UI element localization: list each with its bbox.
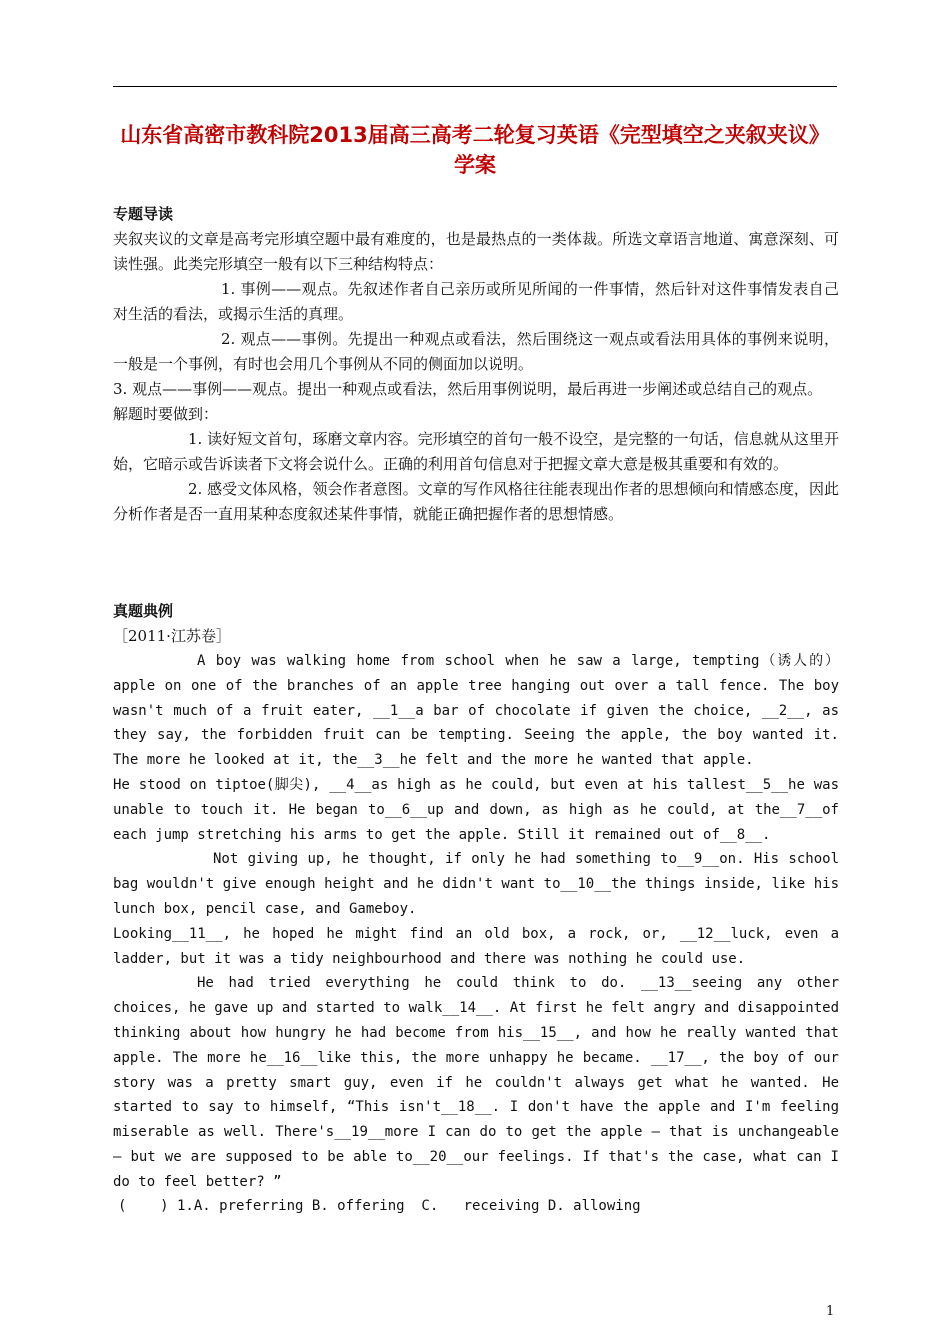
intro-tip-2: 2. 感受文体风格，领会作者意图。文章的写作风格往往能表现出作者的思想倾向和情感态度，因此分析作者是否一直用某种态度叙述某件事情，就能正确把握作者的思想情感。 bbox=[113, 480, 839, 523]
passage-paragraph-1: A boy was walking home from school when he saw a large, tempting（诱人的）apple on one of the branches of an apple tree hanging out over a tall fence. The boy wasn't much of a fruit eater, __1__a bar of chocolate if given the choice, __2__, as they say, the forbidden fruit can be tempting. Seeing the apple, the boy wanted it. The more he looked at it, the__3__he felt and the more he wanted that apple. bbox=[113, 653, 839, 769]
intro-point-1: 1. 事例——观点。先叙述作者自己亲历或所见所闻的一件事情，然后针对这件事情发表自己对生活的看法，或揭示生活的真理。 bbox=[113, 280, 839, 323]
page-number: 1 bbox=[826, 1304, 835, 1319]
cloze-passage bbox=[113, 649, 839, 1195]
intro-paragraph: 夹叙夹议的文章是高考完形填空题中最有难度的，也是最热点的一类体裁。所选文章语言地道、寓意深刻、可读性强。此类完形填空一般有以下三种结构特点： bbox=[113, 230, 839, 273]
section-heading-intro: 专题导读 bbox=[113, 205, 174, 223]
passage-paragraph-3: Not giving up, he thought, if only he had something to__9__on. His school bag wouldn't give enough height and he didn't want to__10__the things inside, like his lunch box, pencil case, and Gameboy. bbox=[113, 851, 839, 917]
intro-point-3: 3. 观点——事例——观点。提出一种观点或看法，然后用事例说明，最后再进一步阐述或总结自己的观点。 bbox=[113, 380, 823, 398]
intro-tip-1: 1. 读好短文首句，琢磨文章内容。完形填空的首句一般不设空，是完整的一句话，信息就从这里开始，它暗示或告诉读者下文将会说什么。正确的利用首句信息对于把握文章大意是极其重要和有效的。 bbox=[113, 430, 839, 473]
passage-paragraph-5: He had tried everything he could think to do. __13__seeing any other choices, he gave up and started to walk__14__. At first he felt angry and disappointed thinking about how hungry he had become from his__15__, and how he really wanted that apple. The more he__16__like this, the more unhappy he became. __17__, the boy of our story was a pretty smart guy, even if he couldn't always get what he wanted. He started to say to himself, “This isn't__18__. I don't have the apple and I'm feeling miserable as well. There's__19__more I can do to get the apple — that is unchangeable — but we are supposed to be able to__20__our feelings. If that's the case, what can I do to feel better? ” bbox=[113, 975, 839, 1190]
intro-tips-label: 解题时要做到： bbox=[113, 405, 219, 423]
document-title: 山东省高密市教科院2013届高三高考二轮复习英语《完型填空之夹叙夹议》学案 bbox=[120, 123, 830, 177]
question-1: ( ) 1.A. preferring B. offering C. receiving D. allowing bbox=[118, 1198, 641, 1214]
intro-point-2: 2. 观点——事例。先提出一种观点或看法，然后围绕这一观点或看法用具体的事例来说明，一般是一个事例，有时也会用几个事例从不同的侧面加以说明。 bbox=[113, 330, 839, 373]
header-rule bbox=[113, 86, 837, 87]
section-heading-example: 真题典例 bbox=[113, 602, 174, 620]
passage-paragraph-2: He stood on tiptoe(脚尖), __4__as high as he could, but even at his tallest__5__he was unable to touch it. He began to__6__up and down, as high as he could, at the__7__of each jump stretching his arms to get the apple. Still it remained out of__8__. bbox=[113, 776, 839, 843]
intro-section bbox=[113, 227, 839, 527]
exam-source: ［2011·江苏卷］ bbox=[113, 627, 231, 645]
passage-paragraph-4: Looking__11__, he hoped he might find an old box, a rock, or, __12__luck, even a ladder, but it was a tidy neighbourhood and there was nothing he could use. bbox=[113, 925, 839, 967]
